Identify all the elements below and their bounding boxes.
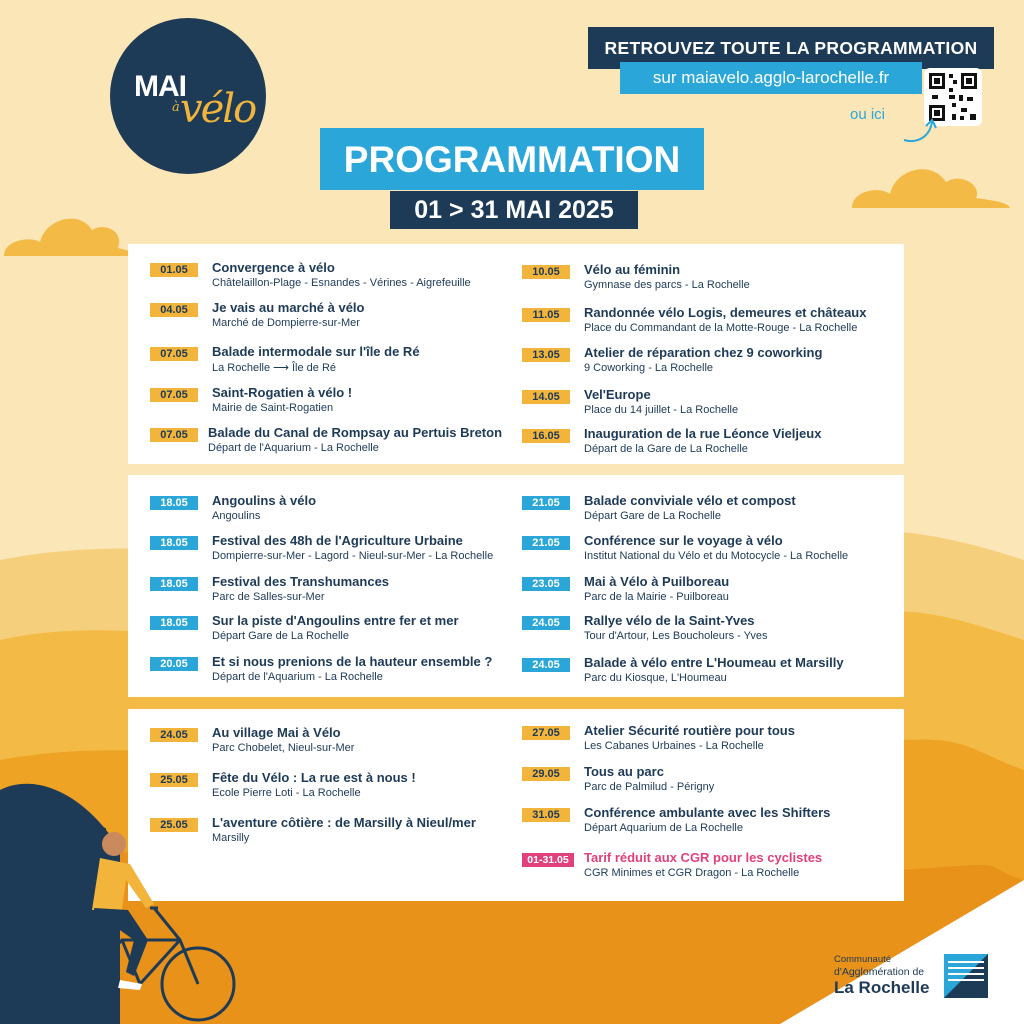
event-date-badge: 14.05 bbox=[522, 390, 570, 404]
event-date-badge: 16.05 bbox=[522, 429, 570, 443]
event-title: Atelier Sécurité routière pour tous bbox=[584, 723, 795, 738]
event-date-badge: 25.05 bbox=[150, 818, 198, 832]
website-link[interactable]: sur maiavelo.agglo-larochelle.fr bbox=[620, 62, 922, 94]
event-location: Départ de l'Aquarium - La Rochelle bbox=[208, 442, 379, 454]
event-date-badge: 04.05 bbox=[150, 303, 198, 317]
event-location: Institut National du Vélo et du Motocycle - La Rochelle bbox=[584, 550, 849, 562]
event-title: Saint-Rogatien à vélo ! bbox=[212, 385, 353, 400]
event-location: Dompierre-sur-Mer - Lagord - Nieul-sur-Mer - La Rochelle bbox=[212, 550, 494, 562]
event-date-badge: 18.05 bbox=[150, 577, 198, 591]
event-date-badge: 07.05 bbox=[150, 428, 198, 442]
event-location: Angoulins bbox=[212, 510, 261, 522]
curved-arrow-icon bbox=[878, 110, 938, 150]
event-title: Tous au parc bbox=[584, 764, 664, 779]
agglomeration-logo bbox=[832, 952, 992, 1002]
event-date-badge: 25.05 bbox=[150, 773, 198, 787]
logo-velo-text: vélo bbox=[180, 86, 256, 132]
page-title: PROGRAMMATION bbox=[320, 128, 704, 190]
date-range-banner: 01 > 31 MAI 2025 bbox=[390, 191, 638, 229]
event-location: Ecole Pierre Loti - La Rochelle bbox=[212, 787, 361, 799]
event-title: Au village Mai à Vélo bbox=[212, 725, 341, 740]
event-location: Parc de Palmilud - Périgny bbox=[584, 781, 715, 793]
event-location: Départ Gare de La Rochelle bbox=[212, 630, 349, 642]
event-title: Festival des 48h de l'Agriculture Urbaine bbox=[212, 533, 463, 548]
event-date-badge: 07.05 bbox=[150, 388, 198, 402]
event-title: Inauguration de la rue Léonce Vieljeux bbox=[584, 426, 822, 441]
event-date-badge: 18.05 bbox=[150, 616, 198, 630]
event-location: 9 Coworking - La Rochelle bbox=[584, 362, 714, 374]
event-date-badge: 27.05 bbox=[522, 726, 570, 740]
event-title: Balade conviviale vélo et compost bbox=[584, 493, 796, 508]
event-location: Place du 14 juillet - La Rochelle bbox=[584, 404, 739, 416]
event-location: La Rochelle ⟶ Île de Ré bbox=[212, 362, 337, 374]
event-date-badge: 24.05 bbox=[150, 728, 198, 742]
event-location: Tour d'Artour, Les Boucholeurs - Yves bbox=[584, 630, 768, 642]
event-title: Vel'Europe bbox=[584, 387, 651, 402]
event-location: Place du Commandant de la Motte-Rouge - La Rochelle bbox=[584, 322, 858, 334]
event-title: Balade intermodale sur l'île de Ré bbox=[212, 344, 420, 359]
event-date-badge: 29.05 bbox=[522, 767, 570, 781]
event-title: Tarif réduit aux CGR pour les cyclistes bbox=[584, 850, 823, 865]
event-title: L'aventure côtière : de Marsilly à Nieul/mer bbox=[212, 815, 476, 830]
event-location: Parc de la Mairie - Puilboreau bbox=[584, 591, 729, 603]
event-location: Châtelaillon-Plage - Esnandes - Vérines - Aigrefeuille bbox=[212, 277, 471, 289]
event-date-badge: 31.05 bbox=[522, 808, 570, 822]
event-title: Atelier de réparation chez 9 coworking bbox=[584, 345, 823, 360]
event-location: Marché de Dompierre-sur-Mer bbox=[212, 317, 360, 329]
event-date-badge: 21.05 bbox=[522, 496, 570, 510]
logo-mai-text: MAI bbox=[134, 70, 186, 103]
event-title: Angoulins à vélo bbox=[212, 493, 317, 508]
event-date-badge: 13.05 bbox=[522, 348, 570, 362]
ou-ici-label: ou ici bbox=[850, 106, 886, 123]
event-location: Parc de Salles-sur-Mer bbox=[212, 591, 325, 603]
event-location: Départ Aquarium de La Rochelle bbox=[584, 822, 743, 834]
agglo-line-2: d'Agglomération de bbox=[834, 966, 925, 978]
event-date-badge: 20.05 bbox=[150, 657, 198, 671]
program-panel-1 bbox=[128, 244, 904, 464]
event-title: Fête du Vélo : La rue est à nous ! bbox=[212, 770, 416, 785]
event-title: Rallye vélo de la Saint-Yves bbox=[584, 613, 755, 628]
program-panel-2 bbox=[128, 475, 904, 697]
event-date-badge: 18.05 bbox=[150, 536, 198, 550]
event-date-badge: 24.05 bbox=[522, 616, 570, 630]
event-title: Vélo au féminin bbox=[584, 262, 681, 277]
event-title: Conférence sur le voyage à vélo bbox=[584, 533, 783, 548]
event-title: Et si nous prenions de la hauteur ensemble ? bbox=[212, 654, 493, 669]
event-location: Les Cabanes Urbaines - La Rochelle bbox=[584, 740, 764, 752]
event-location: Gymnase des parcs - La Rochelle bbox=[584, 279, 750, 291]
cyclist-illustration bbox=[30, 800, 250, 1024]
event-title: Je vais au marché à vélo bbox=[212, 300, 365, 315]
event-location: Marsilly bbox=[212, 832, 250, 844]
event-title: Balade à vélo entre L'Houmeau et Marsilly bbox=[584, 655, 844, 670]
event-date-badge: 01.05 bbox=[150, 263, 198, 277]
logo-a-text: à bbox=[172, 100, 180, 115]
event-title: Mai à Vélo à Puilboreau bbox=[584, 574, 730, 589]
event-title: Convergence à vélo bbox=[212, 260, 335, 275]
event-location: Départ Gare de La Rochelle bbox=[584, 510, 721, 522]
event-title: Festival des Transhumances bbox=[212, 574, 390, 589]
event-location: Départ de l'Aquarium - La Rochelle bbox=[212, 671, 383, 683]
event-date-badge: 24.05 bbox=[522, 658, 570, 672]
event-location: CGR Minimes et CGR Dragon - La Rochelle bbox=[584, 867, 800, 879]
event-date-badge: 23.05 bbox=[522, 577, 570, 591]
event-location: Mairie de Saint-Rogatien bbox=[212, 402, 334, 414]
event-title: Conférence ambulante avec les Shifters bbox=[584, 805, 831, 820]
event-date-badge: 10.05 bbox=[522, 265, 570, 279]
retrouvez-banner: RETROUVEZ TOUTE LA PROGRAMMATION bbox=[588, 27, 994, 69]
event-title: Randonnée vélo Logis, demeures et châteaux bbox=[584, 305, 867, 320]
event-date-badge: 11.05 bbox=[522, 308, 570, 322]
event-location: Parc du Kiosque, L'Houmeau bbox=[584, 672, 727, 684]
agglo-line-1: Communauté bbox=[834, 954, 892, 965]
event-location: Parc Chobelet, Nieul-sur-Mer bbox=[212, 742, 355, 754]
event-date-badge: 01-31.05 bbox=[522, 853, 574, 867]
agglo-emblem-icon bbox=[944, 954, 988, 998]
event-date-badge: 18.05 bbox=[150, 496, 198, 510]
event-location: Départ de la Gare de La Rochelle bbox=[584, 443, 748, 455]
event-date-badge: 07.05 bbox=[150, 347, 198, 361]
event-date-badge: 21.05 bbox=[522, 536, 570, 550]
event-title: Sur la piste d'Angoulins entre fer et mer bbox=[212, 613, 459, 628]
mai-a-velo-logo bbox=[110, 18, 266, 174]
event-title: Balade du Canal de Rompsay au Pertuis Breton bbox=[208, 425, 503, 440]
agglo-line-3: La Rochelle bbox=[834, 978, 930, 997]
